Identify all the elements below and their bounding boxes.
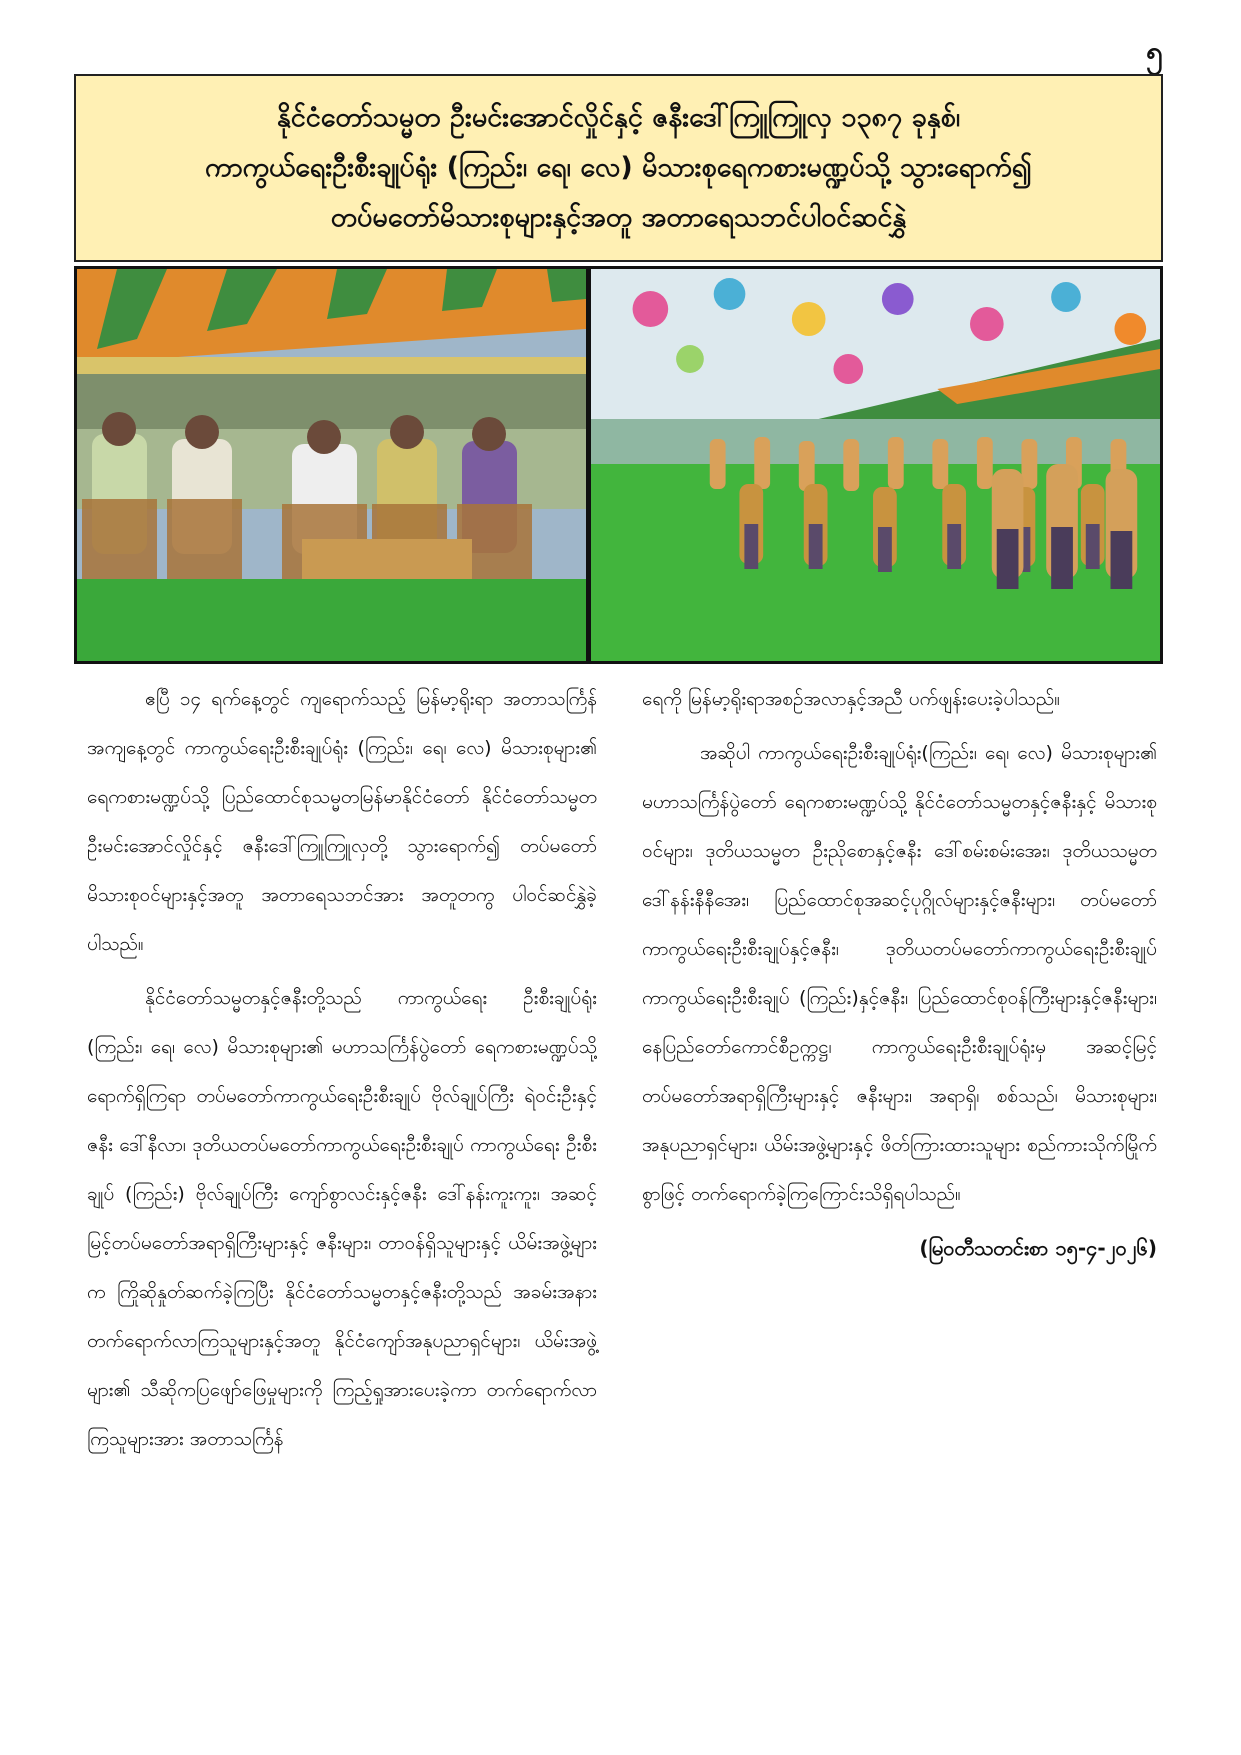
headline-line-1: နိုင်ငံတော်သမ္မတ ဦးမင်းအောင်လှိုင်နှင့် ဇနီးဒေါ်ကြူကြူလှ ၁၃၈၇ ခုနှစ်၊ — [276, 102, 961, 133]
page-number: ၅ — [1146, 35, 1163, 70]
body-paragraph: အဆိုပါ ကာကွယ်ရေးဦးစီးချုပ်ရုံး(ကြည်း၊ ရေ၊ လေ) မိသားစုများ၏ မဟာသင်္ကြန်ပွဲတော် ရေကစားမဏ္ဍပ်သို့ နိုင်ငံတော်သမ္မတနှင့်ဇနီးနှင့် မိသားစုဝင်များ၊ ဒုတိယသမ္မတ ဦးညိုစောနှင့်ဇနီး ဒေါ်စမ်းစမ်းအေး၊ ဒုတိယသမ္မတ ဒေါ်နန်းနီနီအေး၊ ပြည်ထောင်စုအဆင့်ပုဂ္ဂိုလ်များနှင့်ဇနီးများ၊ တပ်မတော်ကာကွယ်ရေးဦးစီးချုပ်နှင့်ဇနီး၊ ဒုတိယတပ်မတော်ကာကွယ်ရေးဦးစီးချုပ် ကာကွယ်ရေးဦးစီးချုပ် (ကြည်း)နှင့်ဇနီး၊ ပြည်ထောင်စုဝန်ကြီးများနှင့်ဇနီးများ၊ နေပြည်တော်ကောင်စီဥက္ကဋ္ဌ၊ ကာကွယ်ရေးဦးစီးချုပ်ရုံးမှ အဆင့်မြင့်တပ်မတော်အရာရှိကြီးများနှင့် ဇနီးများ၊ အရာရှိ၊ စစ်သည်၊ မိသားစုများ၊ အနုပညာရှင်များ၊ ယိမ်းအဖွဲ့များနှင့် ဖိတ်ကြားထားသူများ စည်ကားသိုက်မြိုက်စွာဖြင့် တက်ရောက်ခဲ့ကြကြောင်းသိရှိရပါသည်။ — [642, 742, 1157, 1205]
article-column-right — [642, 675, 1157, 1278]
body-paragraph: ရေကို မြန်မာ့ရိုးရာအစဉ်အလာနှင့်အညီ ပက်ဖျန်းပေးခဲ့ပါသည်။ — [642, 688, 1061, 710]
headline-box — [74, 74, 1163, 262]
news-source: (မြဝတီသတင်းစာ ၁၅-၄-၂၀၂၆) — [919, 1236, 1157, 1260]
headline-line-2: ကာကွယ်ရေးဦးစီးချုပ်ရုံး (ကြည်း၊ ရေ၊ လေ) မိသားစုရေကစားမဏ္ဍပ်သို့ သွားရောက်၍ — [205, 152, 1032, 183]
body-paragraph: ဧပြီ ၁၄ ရက်နေ့တွင် ကျရောက်သည့် မြန်မာ့ရိုးရာ အတာသင်္ကြန်အကျနေ့တွင် ကာကွယ်ရေးဦးစီးချုပ်ရုံး (ကြည်း၊ ရေ၊ လေ) မိသားစုများ၏ ရေကစားမဏ္ဍပ်သို့ ပြည်ထောင်စုသမ္မတမြန်မာနိုင်ငံတော် နိုင်ငံတော်သမ္မတ ဦးမင်းအောင်လှိုင်နှင့် ဇနီးဒေါ်ကြူကြူလှတို့ သွားရောက်၍ တပ်မတော်မိသားစုဝင်များနှင့်အတူ အတာရေသဘင်အား အတူတကွ ပါဝင်ဆင်နွှဲခဲ့ပါသည်။ — [87, 688, 597, 955]
photo-strip — [74, 266, 1163, 664]
dancers-performance-photo — [591, 269, 1160, 661]
headline-line-3: တပ်မတော်မိသားစုများနှင့်အတူ အတာရေသဘင်ပါဝင်ဆင်နွှဲ — [330, 202, 907, 233]
body-paragraph: နိုင်ငံတော်သမ္မတနှင့်ဇနီးတို့သည် ကာကွယ်ရေး ဦးစီးချုပ်ရုံး (ကြည်း၊ ရေ၊ လေ) မိသားစုများ၏ မဟာသင်္ကြန်ပွဲတော် ရေကစားမဏ္ဍပ်သို့ရောက်ရှိကြရာ တပ်မတော်ကာကွယ်ရေးဦးစီးချုပ် ဗိုလ်ချုပ်ကြီး ရဲဝင်းဦးနှင့်ဇနီး ဒေါ်နီလာ၊ ဒုတိယတပ်မတော်ကာကွယ်ရေးဦးစီးချုပ် ကာကွယ်ရေး ဦးစီးချုပ် (ကြည်း) ဗိုလ်ချုပ်ကြီး ကျော်စွာလင်းနှင့်ဇနီး ဒေါ်နန်းကူးကူး၊ အဆင့်မြင့်တပ်မတော်အရာရှိကြီးများနှင့် ဇနီးများ၊ တာဝန်ရှိသူများနှင့် ယိမ်းအဖွဲ့များက ကြိုဆိုနှုတ်ဆက်ခဲ့ကြပြီး နိုင်ငံတော်သမ္မတနှင့်ဇနီးတို့သည် အခမ်းအနား တက်ရောက်လာကြသူများနှင့်အတူ နိုင်ငံကျော်အနုပညာရှင်များ၊ ယိမ်းအဖွဲ့များ၏ သီဆိုကပြဖျော်ဖြေမှုများကို ကြည့်ရှုအားပေးခဲ့ကာ တက်ရောက်လာကြသူများအား အတာသင်္ကြန် — [87, 987, 597, 1450]
article-column-left — [87, 675, 597, 1469]
officials-seated-photo — [77, 269, 586, 661]
